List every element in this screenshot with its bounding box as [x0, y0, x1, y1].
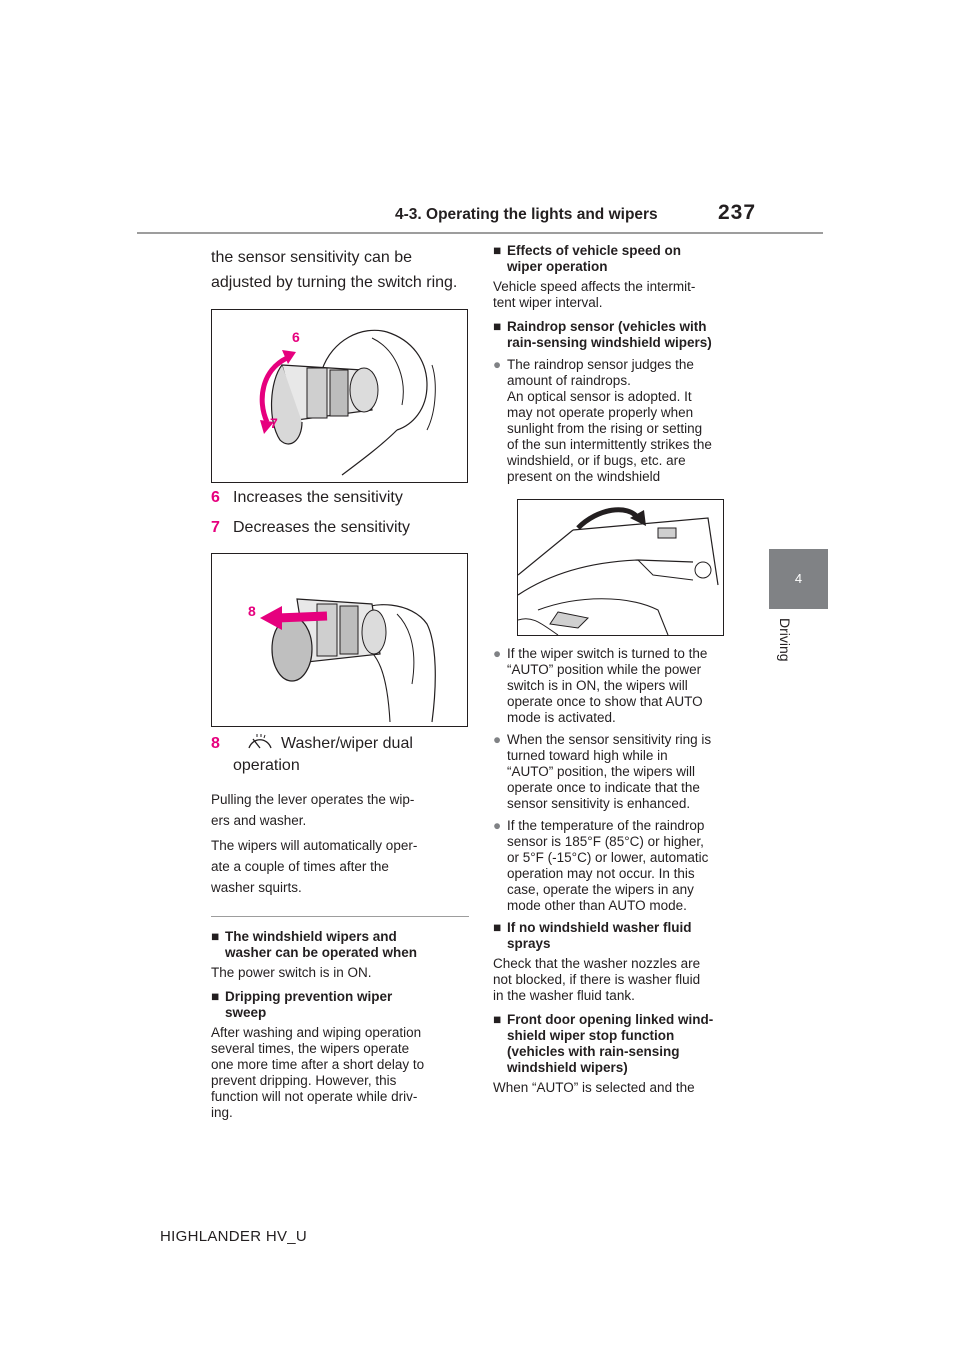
fig-label-8: 8 [248, 603, 256, 619]
legend-item-7 [211, 517, 469, 539]
note-heading: ■ The windshield wipers and washer can be operated when [211, 929, 418, 960]
section-divider [211, 916, 469, 917]
legend-text: Increases the sensitivity [233, 489, 403, 506]
legend-text: Washer/wiper dual operation [233, 735, 413, 774]
line: of the sun intermittently strikes the [507, 437, 712, 452]
line: ing. [211, 1105, 233, 1120]
legend-item-6 [211, 487, 469, 509]
para-lever [211, 789, 469, 831]
line: “AUTO” position while the power [507, 662, 702, 677]
line: prevent dripping. However, this [211, 1073, 397, 1088]
line: windshield wipers) [507, 1060, 628, 1075]
line: Vehicle speed affects the intermit- [493, 279, 696, 294]
legend-num: 7 [211, 519, 220, 536]
line: in the washer fluid tank. [493, 988, 635, 1003]
line: sensor sensitivity is enhanced. [507, 796, 691, 811]
legend-item-8 [211, 733, 469, 777]
para-auto-operate [211, 835, 469, 898]
line: washer squirts. [211, 880, 302, 895]
line: (vehicles with rain-sensing [507, 1044, 680, 1059]
line: tent wiper interval. [493, 295, 603, 310]
section-title: 4-3. Operating the lights and wipers [395, 206, 658, 223]
line: turned toward high while in [507, 748, 668, 763]
line: case, operate the wipers in any [507, 882, 694, 897]
line: If no windshield washer fluid [507, 920, 692, 935]
legend-text: Decreases the sensitivity [233, 519, 410, 536]
line: The wipers will automatically oper- [211, 838, 418, 853]
line: sensor is 185°F (85°C) or higher, [507, 834, 704, 849]
windshield-sensor-figure [517, 499, 724, 636]
line: wiper operation [507, 259, 608, 274]
line: switch is in ON, the wipers will [507, 678, 688, 693]
note-body [211, 965, 469, 981]
line: Check that the washer nozzles are [493, 956, 701, 971]
line: Dripping prevention wiper [225, 989, 393, 1004]
line: operate once to show that AUTO [507, 694, 703, 709]
line: An optical sensor is adopted. It [507, 389, 692, 404]
line: sweep [225, 1005, 267, 1020]
note-heading: ■ If no windshield washer fluid sprays [493, 920, 692, 951]
line: mode is activated. [507, 710, 616, 725]
line: amount of raindrops. [507, 373, 631, 388]
line: ers and washer. [211, 813, 307, 828]
chapter-tab: 4 [769, 549, 828, 609]
line: When “AUTO” is selected and the [493, 1080, 695, 1095]
sensitivity-ring-illustration [212, 310, 467, 482]
line: After washing and wiping operation [211, 1025, 422, 1040]
line: The power switch is in ON. [211, 965, 372, 980]
line: ate a couple of times after the [211, 859, 389, 874]
line: rain-sensing windshield wipers) [507, 335, 712, 350]
note-heading: ■ Effects of vehicle speed on wiper operation [493, 243, 682, 274]
line: “AUTO” position, the wipers will [507, 764, 696, 779]
line: If the temperature of the raindrop [507, 818, 705, 833]
line: The windshield wipers and [225, 929, 397, 944]
note-heading: ■ Dripping prevention wiper sweep [211, 989, 393, 1020]
line: operate once to indicate that the [507, 780, 700, 795]
line: The raindrop sensor judges the [507, 357, 694, 372]
line: Raindrop sensor (vehicles with [507, 319, 707, 334]
line: windshield, or if bugs, etc. are [507, 453, 686, 468]
washer-lever-illustration [212, 554, 467, 726]
intro-text: the sensor sensitivity can be adjusted by turning the switch ring. [211, 249, 458, 291]
line: mode other than AUTO mode. [507, 898, 687, 913]
line: washer can be operated when [225, 945, 418, 960]
line: Front door opening linked wind- [507, 1012, 714, 1027]
header-rule [137, 232, 823, 234]
note-body [493, 279, 755, 311]
line: present on the windshield [507, 469, 661, 484]
line: one more time after a short delay to [211, 1057, 425, 1072]
sensitivity-ring-figure [211, 309, 468, 483]
bullet-item: ● The raindrop sensor judges the amount of raindrops. An optical sensor is adopted. It may not operate properly when sunlight from the rising or setting of the sun intermittently strikes the windshield, or if bugs, etc. are present on the windshield [493, 357, 712, 484]
bullet-item: ● If the wiper switch is turned to the “AUTO” position while the power switch is in ON, the wipers will operate once to show that AUTO mode is activated. [493, 646, 708, 725]
legend-num: 8 [211, 735, 220, 752]
note-heading: ■ Front door opening linked wind- shield wiper stop function (vehicles with rain-sensing windshield wipers) [493, 1012, 714, 1075]
fig-label-6: 6 [292, 329, 300, 345]
line: sunlight from the rising or setting [507, 421, 703, 436]
line: function will not operate while driv- [211, 1089, 418, 1104]
footer-model: HIGHLANDER HV_U [160, 1228, 308, 1245]
line: When the sensor sensitivity ring is [507, 732, 712, 747]
right-column [493, 243, 755, 1104]
bullet-item: ● If the temperature of the raindrop sensor is 185°F (85°C) or higher, or 5°F (-15°C) or lower, automatic operation may not occur. In this case, operate the wipers in any mode other than AUTO mode. [493, 818, 709, 913]
fig-label-7: 7 [270, 415, 278, 431]
line: may not operate properly when [507, 405, 694, 420]
chapter-label: Driving [777, 618, 793, 662]
line: operation may not occur. In this [507, 866, 695, 881]
line: or 5°F (-15°C) or lower, automatic [507, 850, 709, 865]
legend-num: 6 [211, 489, 220, 506]
line: Pulling the lever operates the wip- [211, 792, 415, 807]
note-heading: ■ Raindrop sensor (vehicles with rain-sensing windshield wipers) [493, 319, 712, 350]
left-column [211, 245, 469, 1129]
page-number: 237 [718, 201, 757, 224]
line: Effects of vehicle speed on [507, 243, 682, 258]
washer-wiper-icon [245, 733, 275, 751]
windshield-sensor-illustration [518, 500, 723, 635]
note-body [493, 1080, 755, 1096]
line: several times, the wipers operate [211, 1041, 410, 1056]
line: not blocked, if there is washer fluid [493, 972, 701, 987]
note-body [493, 956, 755, 1004]
line: sprays [507, 936, 551, 951]
line: If the wiper switch is turned to the [507, 646, 708, 661]
line: shield wiper stop function [507, 1028, 675, 1043]
washer-lever-figure [211, 553, 468, 727]
note-body [211, 1025, 469, 1121]
bullet-item: ● When the sensor sensitivity ring is turned toward high while in “AUTO” position, the wipers will operate once to indicate that the sensor sensitivity is enhanced. [493, 732, 712, 811]
